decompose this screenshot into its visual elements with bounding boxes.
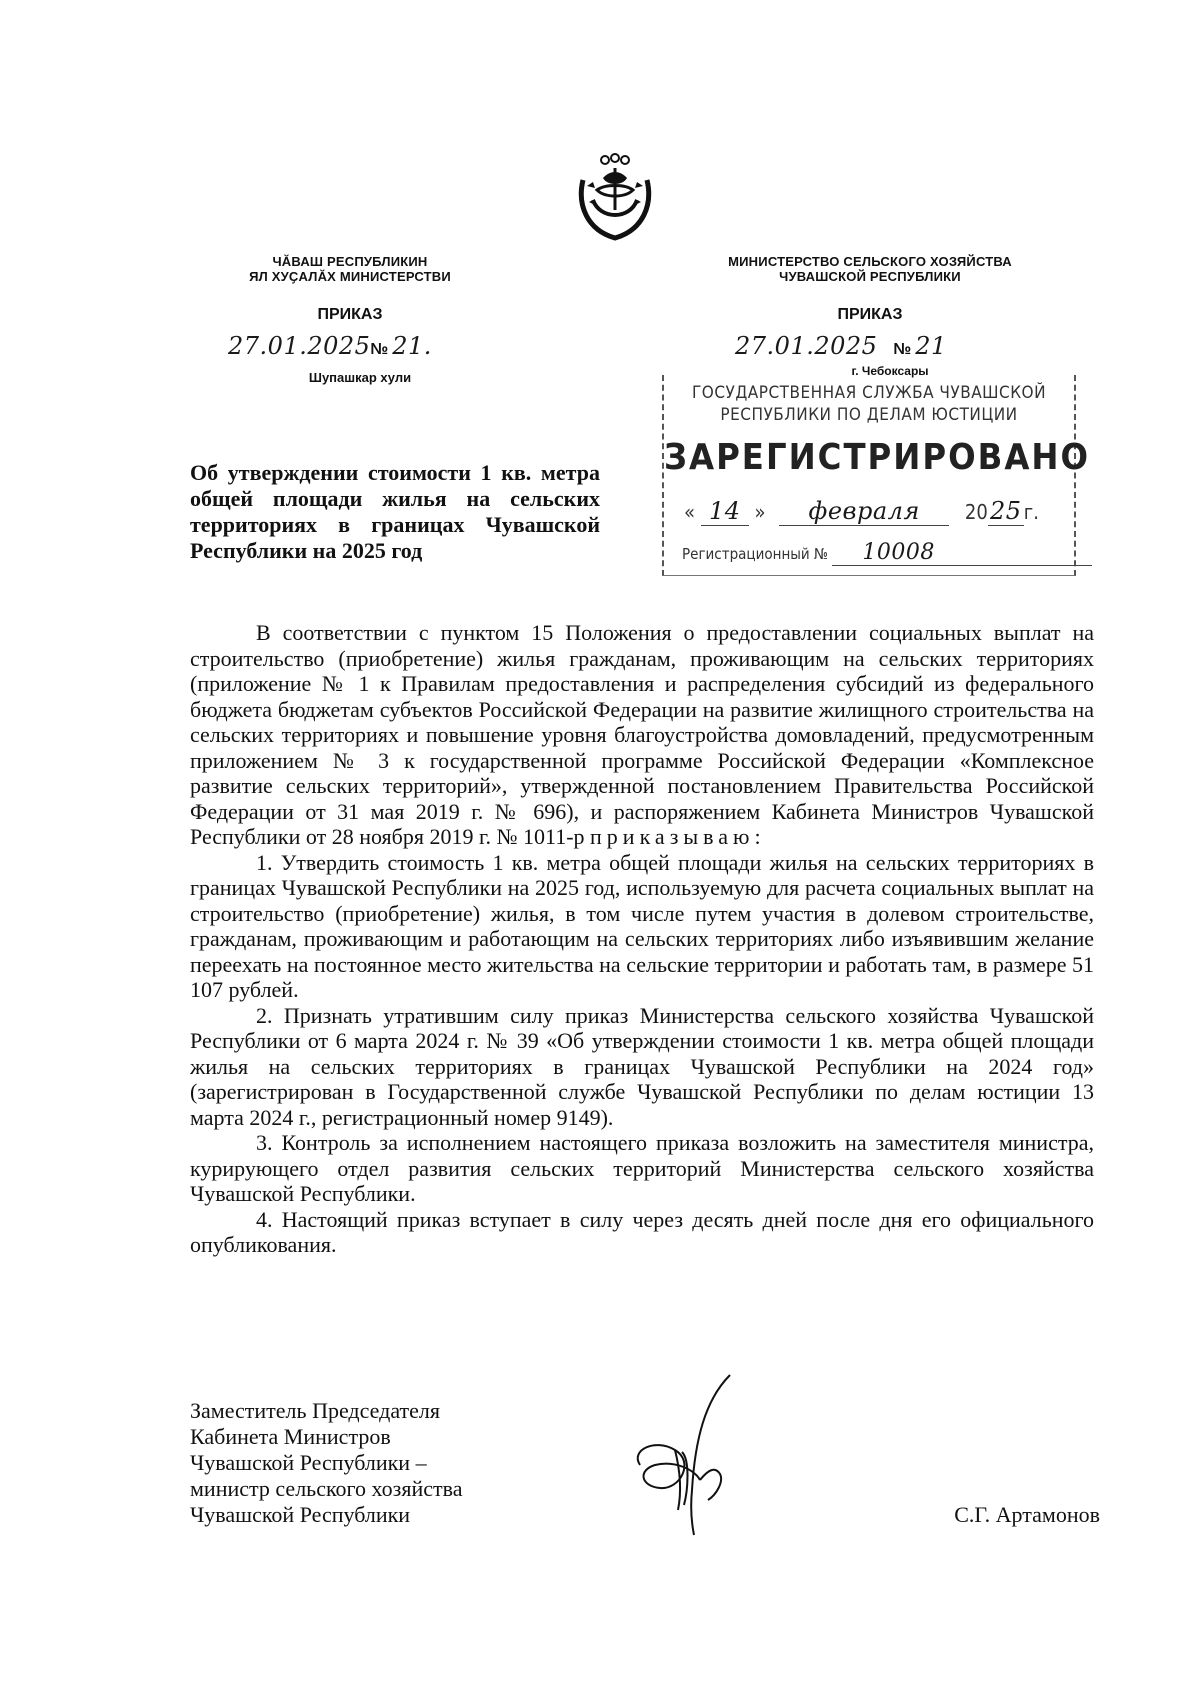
- left-place: Шупашкар хули: [308, 370, 412, 385]
- document-title: Об утверждении стоимости 1 кв. метра общей площади жилья на сельских территориях в границах Чувашской Республики на 2025 год: [190, 460, 600, 563]
- left-date-number: [228, 332, 468, 360]
- left-order-word: ПРИКАЗ: [317, 306, 383, 323]
- position-line: Кабинета Министров: [190, 1424, 391, 1449]
- chuvash-emblem-icon: [575, 150, 655, 245]
- stamp-status: ЗАРЕГИСТРИРОВАНО: [664, 437, 1091, 478]
- right-date: 27.01.2025: [735, 332, 878, 360]
- left-number: 21.: [392, 332, 432, 360]
- stamp-year-prefix: 20: [964, 500, 988, 524]
- stamp-reg-number: 10008: [832, 540, 1092, 566]
- stamp-date-row: [684, 497, 1094, 526]
- stamp-line2: РЕСПУБЛИКИ ПО ДЕЛАМ ЮСТИЦИИ: [720, 405, 1018, 425]
- position-line: Заместитель Председателя: [190, 1398, 440, 1423]
- left-header-line1: ЧĂВАШ РЕСПУБЛИКИН: [272, 254, 428, 269]
- position-line: министр сельского хозяйства: [190, 1476, 463, 1501]
- right-order-word: ПРИКАЗ: [837, 306, 903, 323]
- registration-stamp: [662, 375, 1091, 576]
- stamp-reg-label: Регистрационный №: [682, 545, 829, 563]
- stamp-day: 14: [701, 497, 749, 526]
- preamble: [190, 620, 1094, 850]
- stamp-quote-close: »: [754, 500, 766, 524]
- preamble-verb: приказываю:: [590, 824, 766, 849]
- item-2: 2. Признать утратившим силу приказ Министерства сельского хозяйства Чувашской Республики от 6 марта 2024 г. № 39 «Об утверждении стоимости 1 кв. метра общей площади жилья на сельских территориях в границах Чувашской Республики на 2024 год» (зарегистрирован в Государственной службе Чувашской Республики по делам юстиции 13 марта 2024 г., регистрационный номер 9149).: [190, 1002, 1094, 1130]
- position-line: Чувашской Республики –: [190, 1450, 427, 1475]
- stamp-year-unit: г.: [1023, 500, 1039, 524]
- right-place: г. Чебоксары: [851, 364, 929, 378]
- right-header-line1: МИНИСТЕРСТВО СЕЛЬСКОГО ХОЗЯЙСТВА: [728, 254, 1012, 269]
- right-number-label: №: [893, 341, 912, 358]
- preamble-text: В соответствии с пунктом 15 Положения о предоставлении социальных выплат на строительство (приобретение) жилья гражданам, проживающим на сельских территориях (приложение № 1 к Правилам предоставления и распределения субсидий из федерального бюджета бюджетам субъектов Российской Федерации на развитие жилищного строительства на сельских территориях и повышение уровня благоустройства домовладений, предусмотренным приложением № 3 к государственной программе Российской Федерации «Комплексное развитие сельских территорий», утвержденной постановлением Правительства Российской Федерации от 31 мая 2019 г. № 696), и распоряжением Кабинета Министров Чувашской Республики от 28 ноября 2019 г. № 1011-р: [190, 620, 1094, 849]
- stamp-quote-open: «: [684, 500, 696, 524]
- signatory-name: С.Г. Артамонов: [954, 1502, 1100, 1527]
- right-header-line2: ЧУВАШСКОЙ РЕСПУБЛИКИ: [779, 269, 961, 284]
- document-body: [190, 620, 1094, 1258]
- right-header: [680, 254, 1060, 284]
- item-4: 4. Настоящий приказ вступает в силу через десять дней после дня его официального опубликования.: [190, 1206, 1094, 1257]
- position-line: Чувашской Республики: [190, 1502, 411, 1527]
- stamp-reg-row: [682, 540, 1092, 566]
- item-1: 1. Утвердить стоимость 1 кв. метра общей площади жилья на сельских территориях в границах Чувашской Республики на 2025 год, используемую для расчета социальных выплат на строительство (приобретение) жилья, в том числе путем участия в долевом строительстве, гражданам, проживающим и работающим на сельских территориях либо изъявившим желание переехать на постоянное место жительства на сельские территории и работать там, в размере 51 107 рублей.: [190, 849, 1094, 1002]
- left-header: [180, 254, 520, 284]
- stamp-year-suffix: 25: [988, 497, 1024, 526]
- signatory-position: [190, 1398, 530, 1528]
- item-3: 3. Контроль за исполнением настоящего приказа возложить на заместителя министра, курирующего отдел развития сельских территорий Министерства сельского хозяйства Чувашской Республики.: [190, 1130, 1094, 1206]
- left-header-line2: ЯЛ ХУҪАЛĂХ МИНИСТЕРСТВИ: [249, 269, 451, 284]
- left-date: 27.01.2025: [228, 332, 371, 360]
- stamp-month: февраля: [779, 497, 949, 526]
- right-date-number: [735, 332, 995, 360]
- stamp-line1: ГОСУДАРСТВЕННАЯ СЛУЖБА ЧУВАШСКОЙ: [691, 383, 1047, 403]
- right-number: 21: [915, 332, 947, 360]
- handwritten-signature: [620, 1370, 760, 1540]
- left-number-label: №: [370, 341, 389, 358]
